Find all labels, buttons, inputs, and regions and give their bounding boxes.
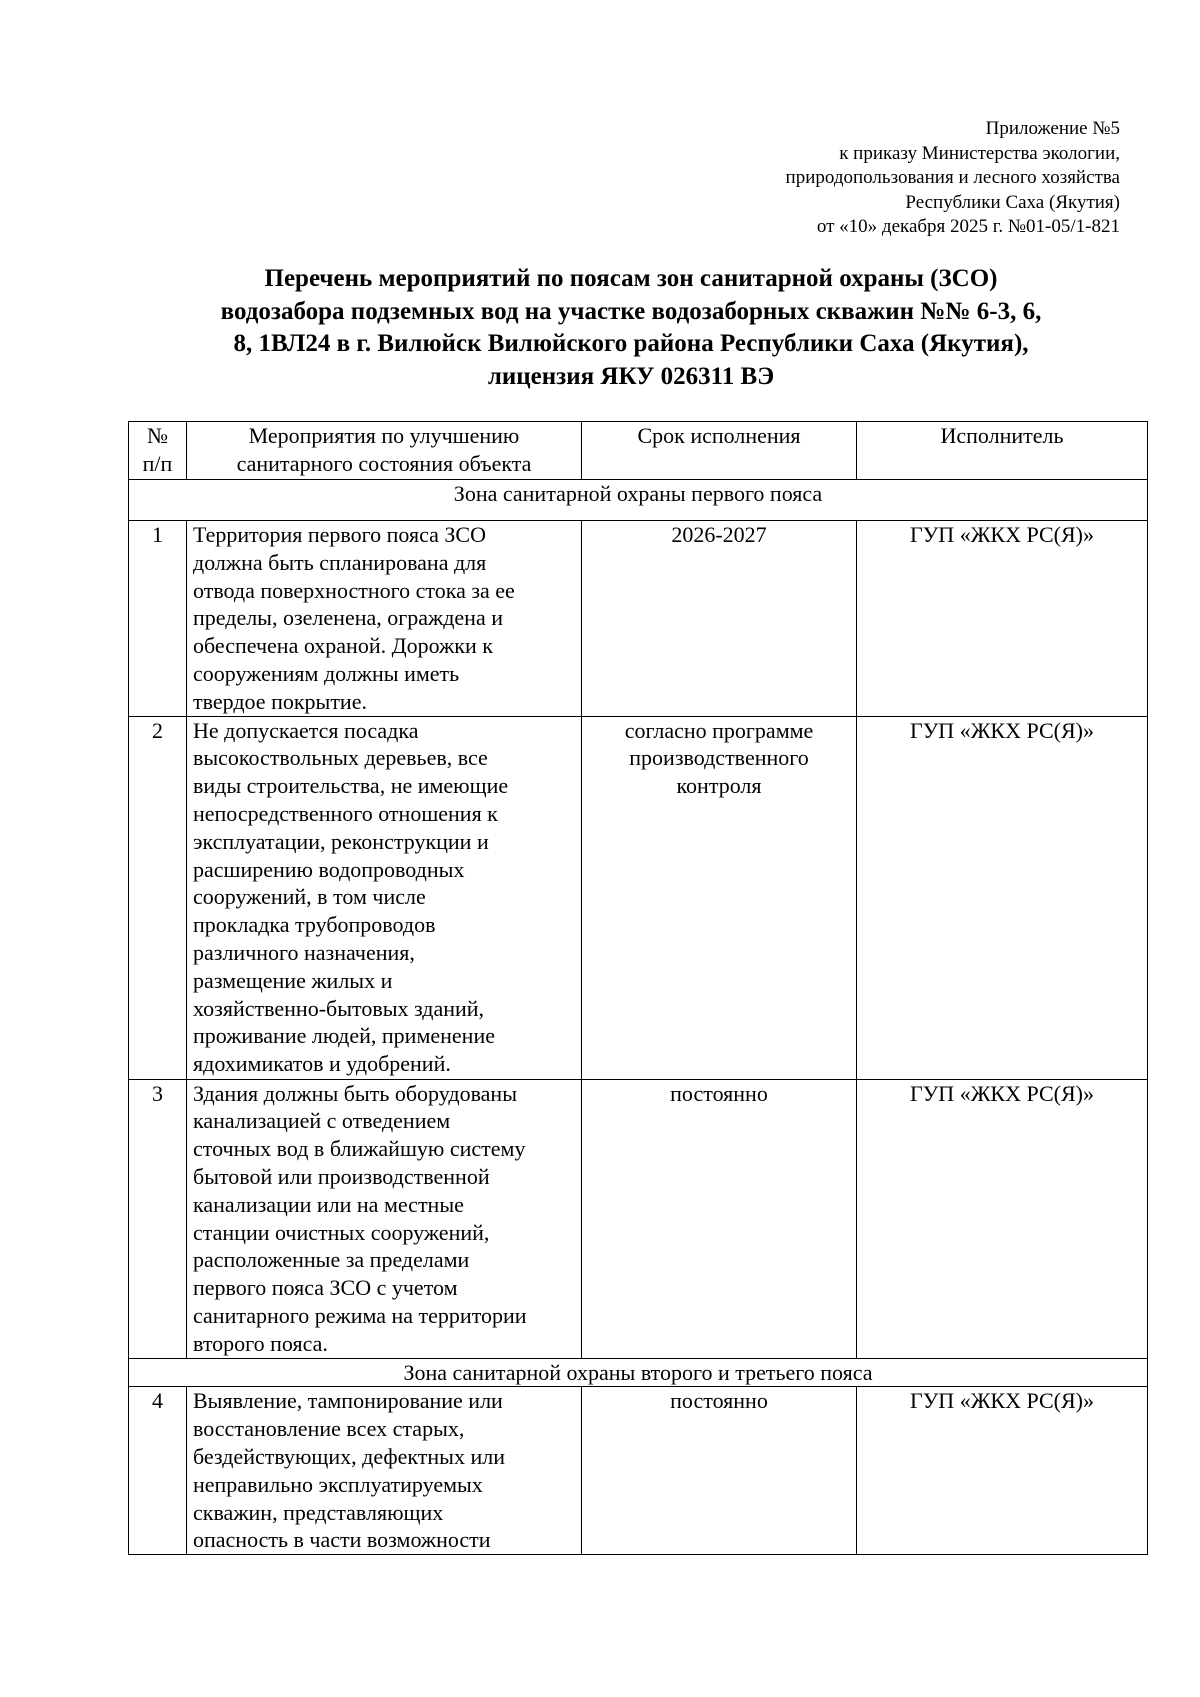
measure-line: канализации или на местные bbox=[193, 1191, 464, 1217]
measure-line: Территория первого пояса ЗСО bbox=[193, 522, 486, 547]
measure-line: бытовой или производственной bbox=[193, 1163, 490, 1189]
title-line: водозабора подземных вод на участке водозаборных скважин №№ 6-3, 6, bbox=[220, 297, 1042, 325]
annex-line: Республики Саха (Якутия) bbox=[905, 191, 1120, 213]
term-line: постоянно bbox=[670, 1388, 768, 1414]
row-executor: ГУП «ЖКХ РС(Я)» bbox=[857, 1387, 1148, 1555]
measure-line: размещение жилых и bbox=[193, 967, 393, 993]
measures-table bbox=[128, 421, 1148, 1555]
measure-line: сооружений, в том числе bbox=[193, 884, 426, 910]
measure-line: восстановление всех старых, bbox=[193, 1416, 465, 1442]
measure-line: скважин, представляющих bbox=[193, 1499, 444, 1525]
measure-line: сточных вод в ближайшую систему bbox=[193, 1136, 526, 1162]
measure-line: канализацией с отведением bbox=[193, 1108, 451, 1134]
measure-line: расположенные за пределами bbox=[193, 1247, 470, 1273]
measure-line: ядохимикатов и удобрений. bbox=[193, 1051, 451, 1077]
annex-line: к приказу Министерства экологии, bbox=[839, 142, 1120, 164]
term-line: контроля bbox=[676, 773, 762, 799]
measure-line: прокладка трубопроводов bbox=[193, 912, 436, 938]
measure-line: должна быть спланирована для bbox=[193, 549, 487, 575]
measure-line: Здания должны быть оборудованы bbox=[193, 1080, 517, 1106]
term-line: 2026-2027 bbox=[671, 522, 767, 547]
header-num-line: п/п bbox=[142, 450, 173, 476]
annex-line: от «10» декабря 2025 г. №01-05/1-821 bbox=[816, 216, 1120, 238]
row-measure bbox=[187, 1079, 582, 1358]
section-title: Зона санитарной охраны первого пояса bbox=[129, 480, 1148, 521]
row-number: 4 bbox=[129, 1387, 187, 1555]
measure-line: непосредственного отношения к bbox=[193, 800, 498, 826]
row-term bbox=[582, 716, 857, 1079]
measure-line: расширению водопроводных bbox=[193, 856, 465, 882]
header-term: Срок исполнения bbox=[582, 422, 857, 480]
measure-line: Не допускается посадка bbox=[193, 717, 419, 743]
annex-block bbox=[520, 117, 1120, 240]
measure-line: обеспечена охраной. Дорожки к bbox=[193, 633, 493, 659]
measure-line: Выявление, тампонирование или bbox=[193, 1388, 503, 1414]
measure-line: опасность в части возможности bbox=[193, 1527, 491, 1553]
measure-line: сооружениям должны иметь bbox=[193, 660, 460, 686]
row-measure bbox=[187, 716, 582, 1079]
measure-line: пределы, озеленена, ограждена и bbox=[193, 605, 503, 631]
row-measure bbox=[187, 1387, 582, 1555]
row-executor: ГУП «ЖКХ РС(Я)» bbox=[857, 716, 1148, 1079]
title-line: лицензия ЯКУ 026311 ВЭ bbox=[487, 362, 775, 390]
row-number: 1 bbox=[129, 521, 187, 717]
document-title bbox=[130, 263, 1132, 393]
measure-line: хозяйственно-бытовых зданий, bbox=[193, 995, 485, 1021]
row-term bbox=[582, 521, 857, 717]
row-executor: ГУП «ЖКХ РС(Я)» bbox=[857, 521, 1148, 717]
row-number: 3 bbox=[129, 1079, 187, 1358]
measure-line: санитарного режима на территории bbox=[193, 1302, 527, 1328]
measure-line: виды строительства, не имеющие bbox=[193, 773, 509, 799]
measure-line: бездействующих, дефектных или bbox=[193, 1443, 505, 1469]
header-num-line: № bbox=[147, 423, 168, 448]
measure-line: эксплуатации, реконструкции и bbox=[193, 828, 489, 854]
header-measure bbox=[187, 422, 582, 480]
measure-line: высокоствольных деревьев, все bbox=[193, 745, 488, 771]
measure-line: отвода поверхностного стока за ее bbox=[193, 577, 515, 603]
header-measure-line: санитарного состояния объекта bbox=[236, 450, 532, 476]
header-measure-line: Мероприятия по улучшению bbox=[248, 423, 520, 448]
term-line: согласно программе bbox=[624, 717, 814, 743]
title-line: 8, 1ВЛ24 в г. Вилюйск Вилюйского района Республики Саха (Якутия), bbox=[233, 330, 1029, 357]
annex-line: Приложение №5 bbox=[985, 118, 1120, 139]
measure-line: второго пояса. bbox=[193, 1330, 328, 1356]
row-measure bbox=[187, 521, 582, 717]
measure-line: станции очистных сооружений, bbox=[193, 1219, 490, 1245]
measure-line: первого пояса ЗСО с учетом bbox=[193, 1275, 458, 1301]
measure-line: твердое покрытие. bbox=[193, 688, 367, 714]
measure-line: проживание людей, применение bbox=[193, 1023, 495, 1049]
title-line: Перечень мероприятий по поясам зон санитарной охраны (ЗСО) bbox=[264, 265, 998, 292]
section-row bbox=[129, 1358, 1148, 1387]
table-row bbox=[129, 716, 1148, 1079]
term-line: производственного bbox=[629, 745, 809, 771]
row-term bbox=[582, 1079, 857, 1358]
row-number: 2 bbox=[129, 716, 187, 1079]
measure-line: различного назначения, bbox=[193, 939, 415, 965]
table-row bbox=[129, 1387, 1148, 1555]
term-line: постоянно bbox=[670, 1080, 768, 1106]
section-title: Зона санитарной охраны второго и третьего пояса bbox=[129, 1358, 1148, 1387]
header-executor: Исполнитель bbox=[857, 422, 1148, 480]
header-num bbox=[129, 422, 187, 480]
table-header-row bbox=[129, 422, 1148, 480]
section-row bbox=[129, 480, 1148, 521]
table-row bbox=[129, 521, 1148, 717]
measure-line: неправильно эксплуатируемых bbox=[193, 1471, 483, 1497]
row-executor: ГУП «ЖКХ РС(Я)» bbox=[857, 1079, 1148, 1358]
annex-line: природопользования и лесного хозяйства bbox=[785, 167, 1120, 189]
table-row bbox=[129, 1079, 1148, 1358]
row-term bbox=[582, 1387, 857, 1555]
